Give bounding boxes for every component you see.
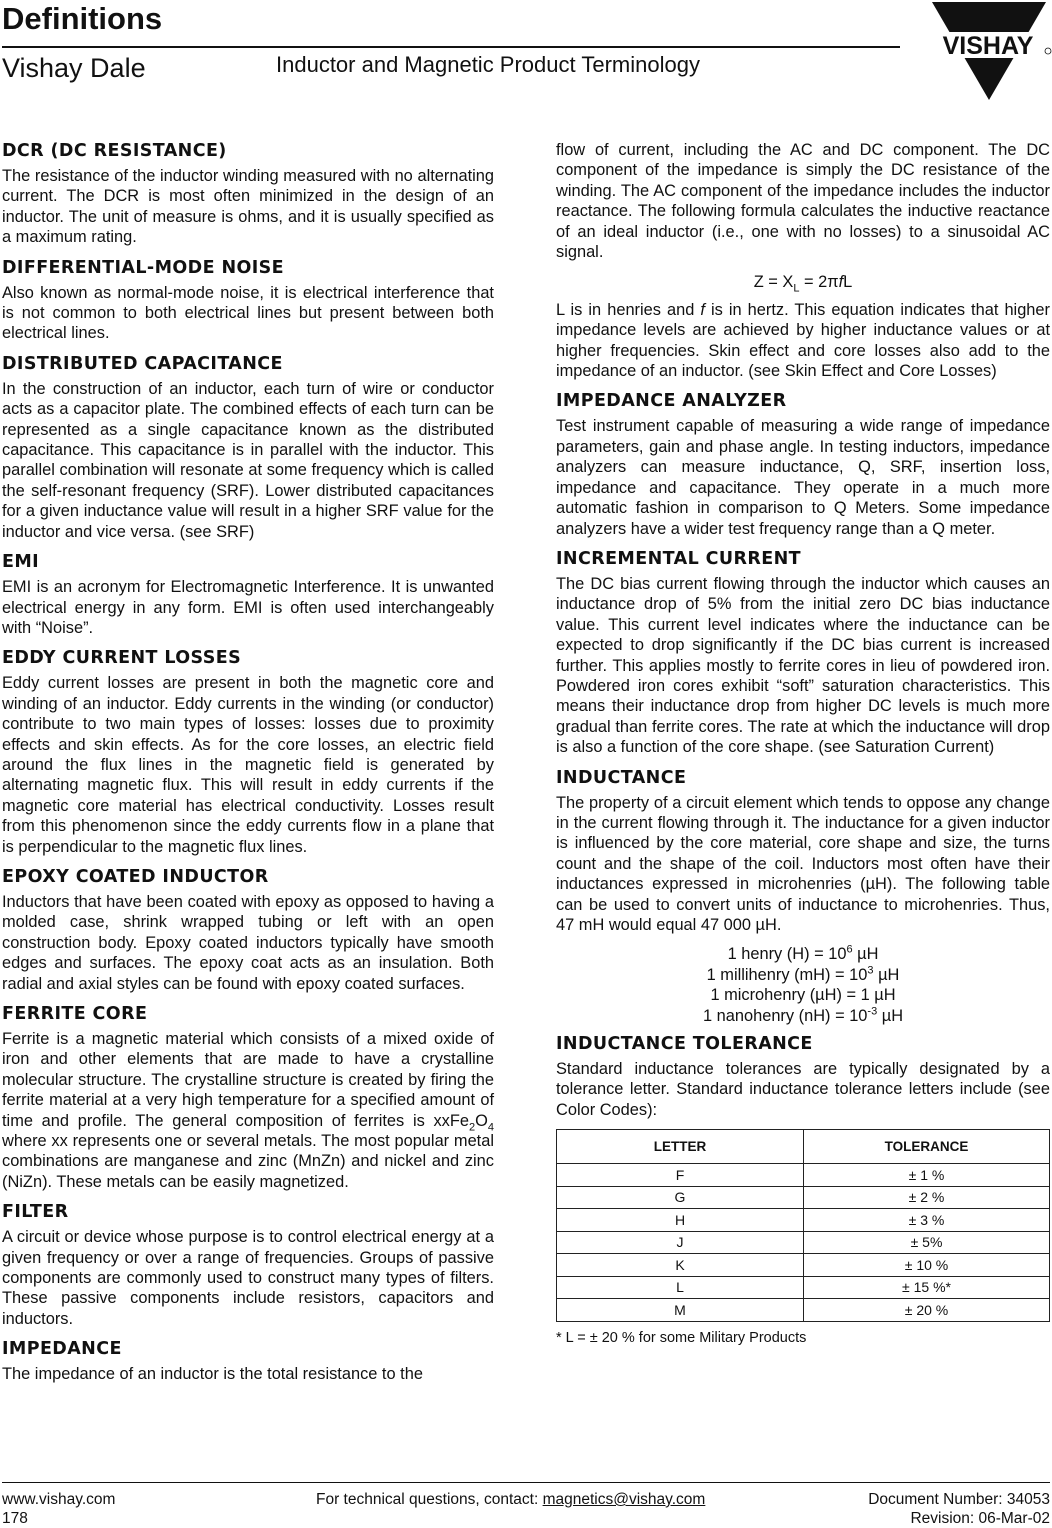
body-epoxy-coated-inductor: Inductors that have been coated with epoxy as opposed to having a molded case, shrink wrapped tubing or left with an open construction body. Epoxy coated inductors typically have smooth edges and surfaces. The epoxy coat acts as an insulation. Both radial and axial styles can be found with epoxy coated surfaces. xyxy=(2,892,494,993)
table-row xyxy=(557,1231,1050,1254)
letter-cell: G xyxy=(557,1186,804,1209)
contact-prefix: For technical questions, contact: xyxy=(316,1491,543,1508)
heading-emi: EMI xyxy=(2,552,40,573)
letter-cell: H xyxy=(557,1209,804,1232)
logo-text: VISHAY xyxy=(942,32,1034,60)
tolerance-cell: ± 15 %* xyxy=(804,1276,1050,1299)
letter-cell: J xyxy=(557,1231,804,1254)
letter-cell: K xyxy=(557,1254,804,1277)
left-column xyxy=(2,140,494,1394)
footer-website: www.vishay.com xyxy=(2,1491,116,1508)
table-row xyxy=(557,1186,1050,1209)
footer-left xyxy=(2,1490,115,1528)
tolerance-cell: ± 2 % xyxy=(804,1186,1050,1209)
heading-inductance-tolerance: INDUCTANCE TOLERANCE xyxy=(556,1034,813,1055)
tolerance-table xyxy=(556,1129,1050,1322)
contact-email-link[interactable]: magnetics@vishay.com xyxy=(542,1491,706,1508)
body-impedance-analyzer: Test instrument capable of measuring a wide range of impedance parameters, gain and phase angle. In testing inductors, impedance analyzers can measure inductance, Q, SRF, insertion loss, impedance and capacitance. They operate in a much more automatic fashion in comparison to Q Meters. Some impedance analyzers have a wider test frequency range than a Q meter. xyxy=(556,417,1050,538)
page-subtitle: Inductor and Magnetic Product Terminology xyxy=(276,52,700,77)
unit-conversion-henry: 1 henry $(H) = 10^6$ µH xyxy=(727,943,879,964)
body-emi: EMI is an acronym for Electromagnetic Interference. It is unwanted electrical energy in any form. EMI is often used interchangeably with “Noise”. xyxy=(2,578,494,637)
tolerance-cell: ± 20 % xyxy=(804,1299,1050,1322)
heading-dcr: DCR (DC RESISTANCE) xyxy=(2,141,227,161)
heading-epoxy-coated-inductor: EPOXY COATED INDUCTOR xyxy=(2,866,269,887)
table-row xyxy=(557,1276,1050,1299)
page-number: 178 xyxy=(2,1510,28,1527)
heading-impedance: IMPEDANCE xyxy=(2,1339,122,1360)
heading-differential-mode-noise: DIFFERENTIAL-MODE NOISE xyxy=(2,257,285,278)
heading-incremental-current: INCREMENTAL CURRENT xyxy=(556,548,801,569)
body-distributed-capacitance: In the construction of an inductor, each turn of wire or conductor acts as a capacitor plate. The combined effects of each turn can be represented as a single capacitance known as the distributed capacitance. This capacitance is in parallel with the inductor. This parallel combination will resonate at some frequency which is called the self-resonant frequency (SRF). Lower distributed capacitances for a given inductance value will result in a higher SRF value for the inductor and vice versa. (see SRF) xyxy=(2,379,494,541)
tolerance-cell: ± 10 % xyxy=(804,1254,1050,1277)
unit-conversion-nanohenry: 1 nanohenry $(nH) = 10^{-3}$ µH xyxy=(702,1005,904,1025)
letter-cell: F xyxy=(557,1164,804,1187)
column-header-letter: LETTER xyxy=(557,1130,804,1164)
unit-conversion-microhenry: 1 microhenry (µH) = 1 µH xyxy=(710,986,896,1005)
impedance-formula: $Z = X_L = 2\pi fL$ xyxy=(753,273,853,295)
right-column xyxy=(556,140,1050,1348)
body-dcr: The resistance of the inductor winding measured with no alternating current. The DCR is most often minimized in the design of an inductor. The unit of measure is ohms, and it is usually specified as a maximum rating. xyxy=(2,167,494,247)
body-eddy-current-losses: Eddy current losses are present in both the magnetic core and winding of an inductor. Eddy currents in the winding (or conductor) contribute to two main types of losses: losses due to proximity effects and skin effects. As for the core losses, an electric field around the flux lines in the magnetic field is generated by alternating magnetic flux. This will result in eddy currents if the magnetic core material has electrical conductivity. Losses result from this phenomenon since the eddy currents flow in a plane that is perpendicular to the magnetic flux lines. xyxy=(2,674,494,856)
table-row xyxy=(557,1254,1050,1277)
table-row xyxy=(557,1164,1050,1187)
heading-impedance-analyzer: IMPEDANCE ANALYZER xyxy=(556,391,787,412)
table-footnote: * L = ± 20 % for some Military Products xyxy=(556,1329,807,1346)
body-inductance-tolerance: Standard inductance tolerances are typically designated by a tolerance letter. Standard inductance tolerance letters include (see Color Codes): xyxy=(556,1060,1050,1119)
heading-ferrite-core: FERRITE CORE xyxy=(2,1004,148,1024)
body-impedance: The impedance of an inductor is the total resistance to the xyxy=(2,1365,423,1384)
footer-rule xyxy=(2,1482,1050,1483)
table-row xyxy=(557,1209,1050,1232)
body-formula-explanation: L is in henries and f is in hertz. This equation indicates that higher impedance levels are achieved by higher inductance values or at higher frequencies. Skin effect and core losses also add to the impedance of an inductor. (see Skin Effect and Core Losses) xyxy=(556,300,1051,381)
footer-contact xyxy=(316,1490,705,1509)
header-rule xyxy=(2,46,900,48)
heading-inductance: INDUCTANCE xyxy=(556,767,687,788)
column-header-tolerance: TOLERANCE xyxy=(804,1130,1050,1164)
company-name: Vishay Dale xyxy=(2,53,146,83)
table-row xyxy=(557,1299,1050,1322)
tolerance-cell: ± 3 % xyxy=(804,1209,1050,1232)
body-ferrite-core: Ferrite is a magnetic material which consists of a mixed oxide of iron and other elements that are made to have a crystalline molecular structure. The crystalline structure is created by firing the ferrite material at a very high temperature for a specified amount of time and profile. The general composition of ferrites is $xxFe_2O_4$ where xx represents one or several metals. The most popular metal combinations are manganese and zinc (MnZn) and nickel and zinc (NiZn). These metals can be easily magnetized. xyxy=(2,1030,494,1191)
body-filter: A circuit or device whose purpose is to control electrical energy at a given frequency or over a range of frequencies. Groups of passive components are commonly used to construct many types of filters. These passive components include resistors, capacitors and inductors. xyxy=(2,1228,494,1328)
body-differential-mode-noise: Also known as normal-mode noise, it is electrical interference that is not common to both electrical lines but present between both electrical lines. xyxy=(2,283,494,343)
tolerance-cell: ± 5% xyxy=(804,1231,1050,1254)
body-impedance-continued: flow of current, including the AC and DC component. The DC component of the impedance is simply the DC resistance of the winding. The AC component of the impedance includes the inductor reactance. The following formula calculates the inductive reactance of an ideal inductor (i.e., one with no losses) to a sinusoidal AC signal. xyxy=(556,141,1050,262)
table-header-row xyxy=(557,1130,1050,1164)
footer-right xyxy=(868,1490,1050,1528)
heading-filter: FILTER xyxy=(2,1202,69,1223)
revision-date: Revision: 06-Mar-02 xyxy=(910,1510,1050,1527)
heading-distributed-capacitance: DISTRIBUTED CAPACITANCE xyxy=(2,353,283,374)
document-number: Document Number: 34053 xyxy=(868,1491,1050,1508)
body-incremental-current: The DC bias current flowing through the inductor which causes an inductance drop of 5% from the initial zero DC bias inductance value. This current level indicates where the inductance can be expected to drop significantly if the DC bias current is increased further. This applies mostly to ferrite cores in lieu of powdered iron. Powdered iron cores exhibit “soft” saturation characteristics. This means their inductance drop from higher DC levels is much more gradual than ferrite cores. The rate at which the inductance will drop is also a function of the core shape. (see Saturation Current) xyxy=(556,574,1050,757)
tolerance-cell: ± 1 % xyxy=(804,1164,1050,1187)
vishay-logo xyxy=(928,2,1052,102)
heading-eddy-current-losses: EDDY CURRENT LOSSES xyxy=(2,648,242,669)
body-inductance: The property of a circuit element which tends to oppose any change in the current flowing through it. The inductance for a given inductor is influenced by the core material, core shape and size, the turns count and the shape of the coil. Inductors most often have their inductances expressed in microhenries (µH). The following table can be used to convert units of inductance to microhenries. Thus, 47 mH would equal 47 000 µH. xyxy=(556,793,1050,934)
letter-cell: L xyxy=(557,1276,804,1299)
unit-conversion-list xyxy=(556,944,1050,1026)
page-title: Definitions xyxy=(2,1,163,36)
unit-conversion-millihenry: 1 millihenry $(mH) = 10^3$ µH xyxy=(706,964,900,984)
letter-cell: M xyxy=(557,1299,804,1322)
